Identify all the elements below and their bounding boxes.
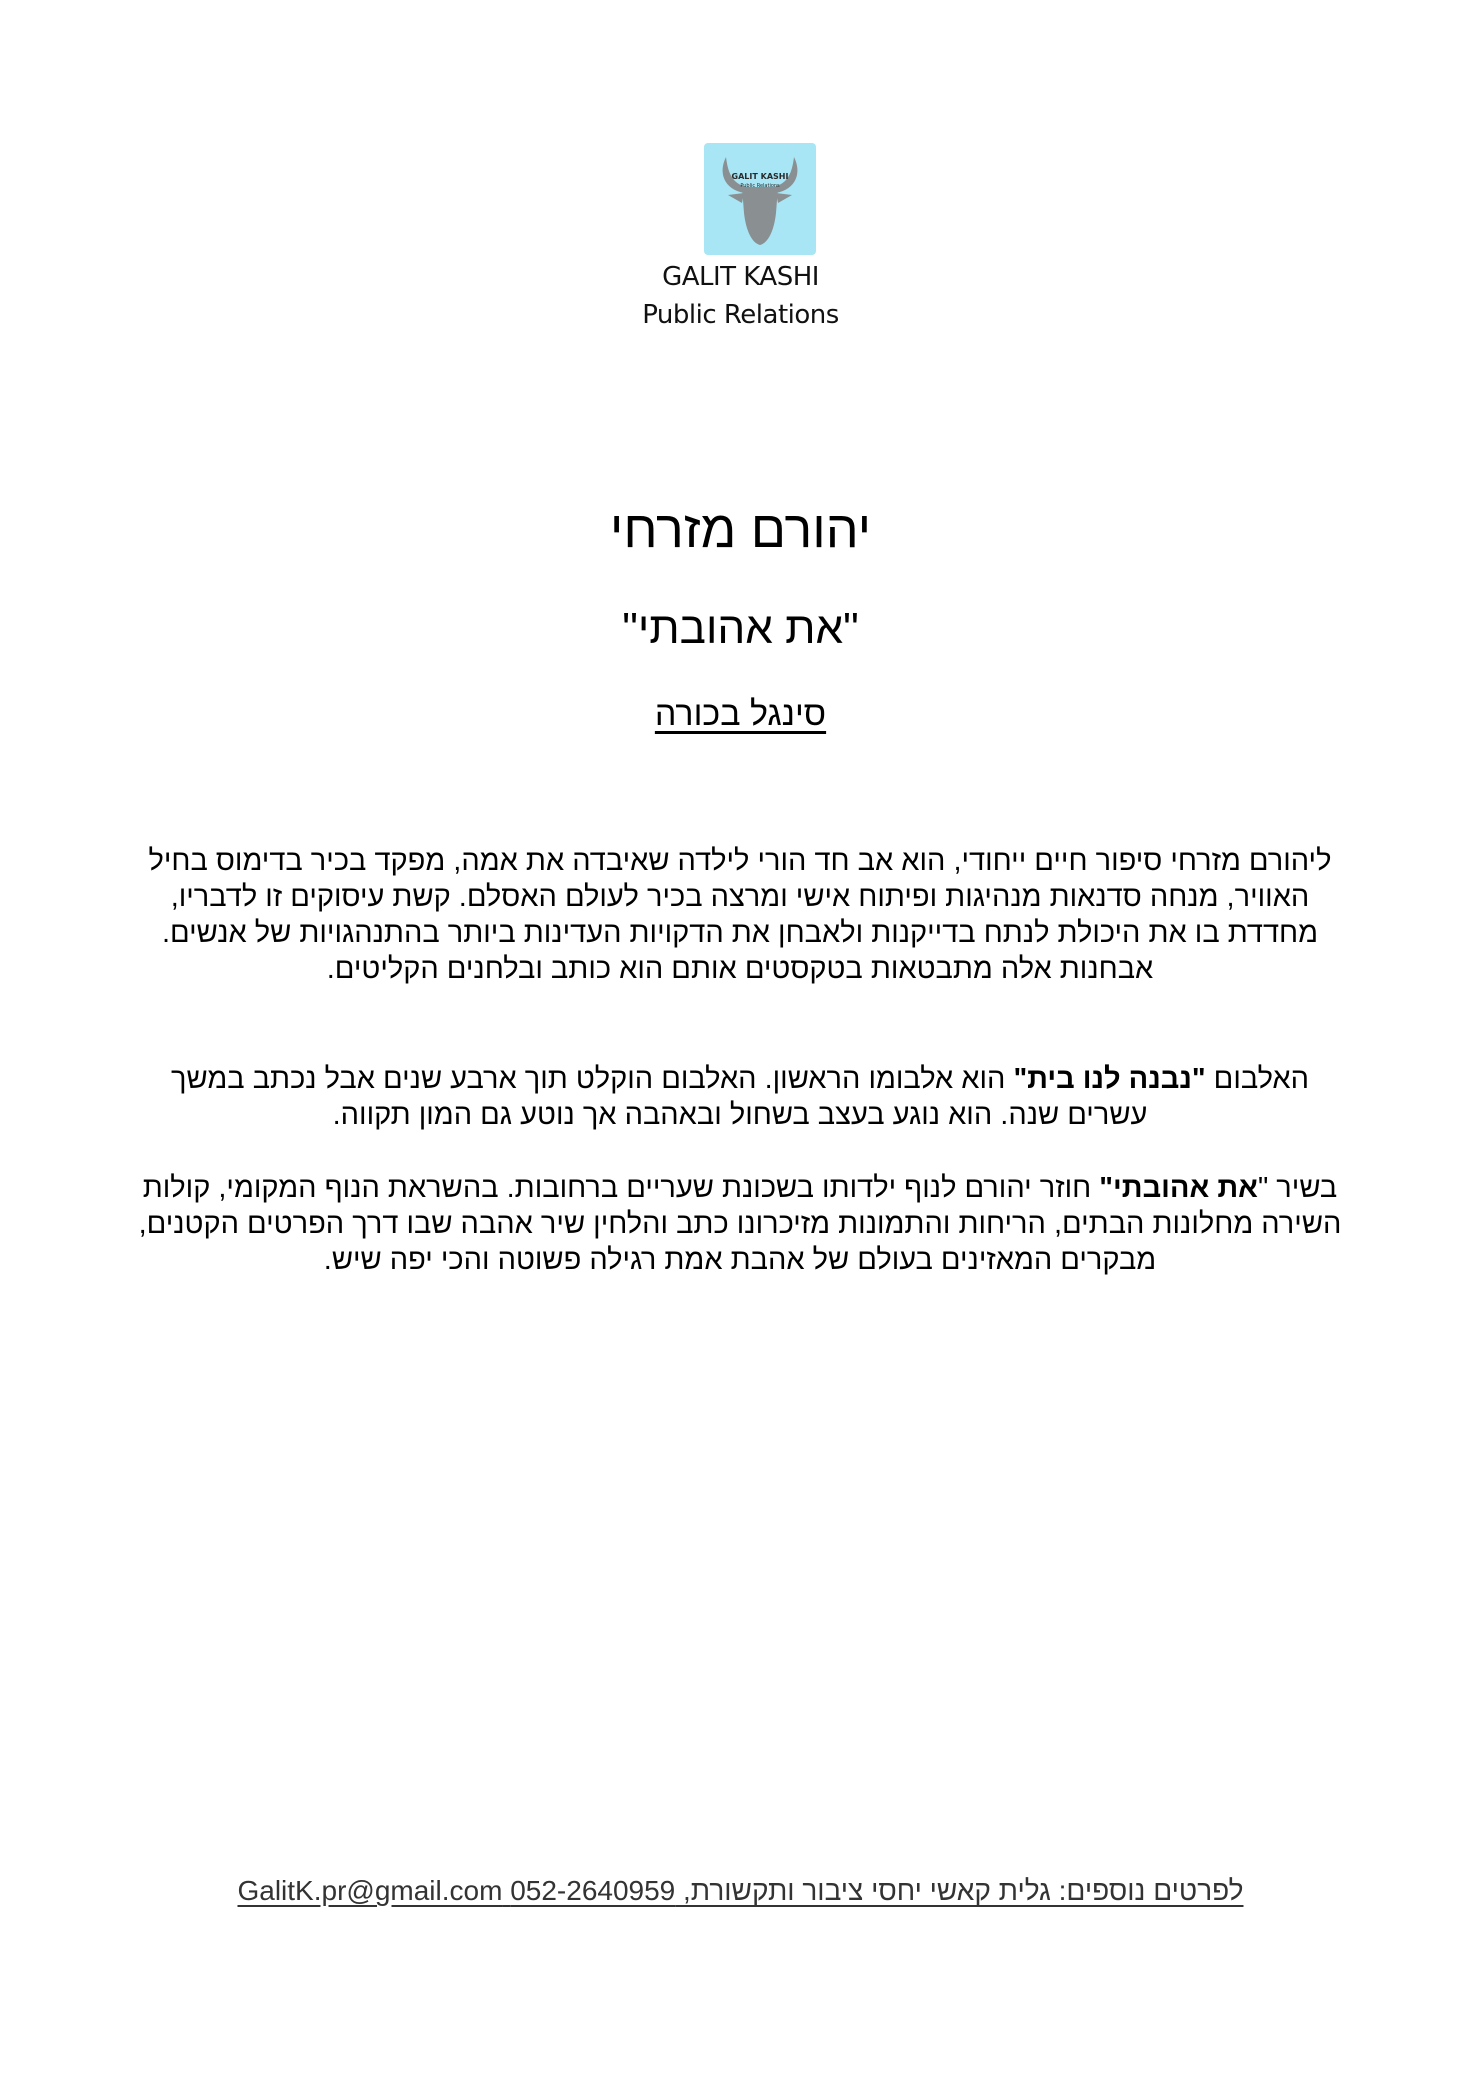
paragraph-album: [135, 1061, 1345, 1133]
song-title: "את אהובתי": [622, 604, 859, 653]
release-label: [0, 695, 1481, 734]
contact-link[interactable]: לפרטים נוספים: גלית קאשי יחסי ציבור ותקשורת, 052-2640959 GalitK.pr@gmail.com: [237, 1875, 1244, 1906]
paragraph-song-text: חוזר יהורם לנוף ילדותו בשכונת שעריים ברחובות. בהשראת הנוף המקומי, קולות השירה מחלונות הבתים, הריחות והתמונות מזיכרונו כתב והלחין שיר אהבה שבו דרך הפרטים הקטנים, מבקרים המאזינים בעולם של אהבת אמת רגילה פשוטה והכי יפה שיש.: [138, 1172, 1342, 1276]
paragraph-song: [135, 1170, 1345, 1278]
paragraph-bio: ליהורם מזרחי סיפור חיים ייחודי, הוא אב חד הורי לילדה שאיבדה את אמה, מפקד בכיר בדימוס בחיל האוויר, מנחה סדנאות מנהיגות ופיתוח אישי ומרצה בכיר לעולם האסלם. קשת עיסוקים זו לדבריו, מחדדת בו את היכולת לנתח בדייקנות ולאבחן את הדקויות העדינות ביותר בהתנהגויות של אנשים. אבחנות אלה מתבטאות בטקסטים אותם הוא כותב ובלחנים הקליטים.: [148, 845, 1332, 985]
company-logo: [704, 143, 816, 255]
paragraph-album-text: הוא אלבומו הראשון. האלבום הוקלט תוך ארבע שנים אבל נכתב במשך עשרים שנה. הוא נוגע בעצב בשחול ובאהבה אך נוטע גם המון תקווה.: [170, 1063, 1148, 1131]
brand-tagline: Public Relations: [642, 300, 839, 330]
paragraph-album-intro: האלבום: [1205, 1063, 1310, 1095]
contact-footer[interactable]: [0, 1875, 1481, 1907]
artist-title: יהורם מזרחי: [609, 501, 872, 559]
bull-head-icon: [704, 143, 816, 255]
album-name: "נבנה לנו בית": [1013, 1063, 1206, 1095]
paragraph-song-intro: בשיר ": [1257, 1172, 1338, 1204]
logo-badge-line2: Public Relations: [740, 183, 780, 189]
release-label-text: סינגל בכורה: [654, 695, 827, 733]
brand-name: GALIT KASHI: [662, 262, 819, 292]
song-name: את אהובתי": [1099, 1172, 1258, 1204]
logo-badge-line1: GALIT KASHI: [731, 172, 789, 181]
